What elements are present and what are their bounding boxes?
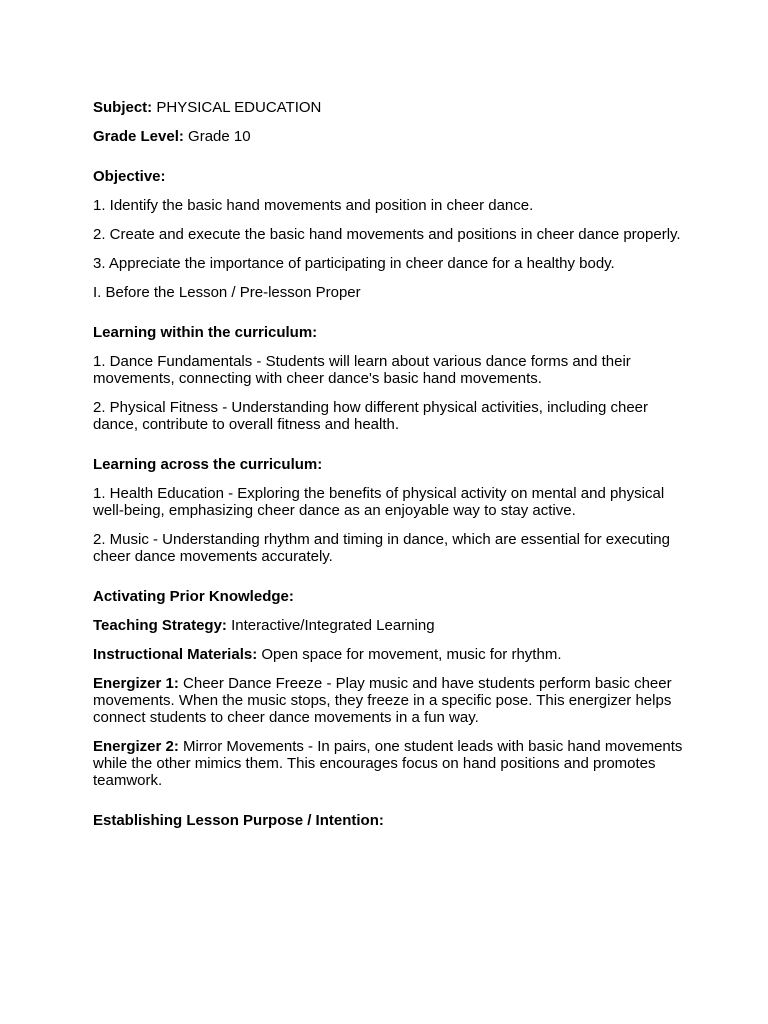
energizer-1-line [93,675,683,726]
objective-item-2: 2. Create and execute the basic hand movements and positions in cheer dance properly. [93,226,681,243]
document-page [93,99,683,841]
subject-value: PHYSICAL EDUCATION [152,99,322,116]
grade-value: Grade 10 [183,128,251,145]
objective-item-1: 1. Identify the basic hand movements and position in cheer dance. [93,197,534,214]
prior-knowledge-heading: Activating Prior Knowledge: [93,588,294,605]
within-item-1: 1. Dance Fundamentals - Students will learn about various dance forms and their movements, connecting with cheer dance's basic hand movements. [93,353,631,387]
grade-line [93,128,683,145]
energizer-2-line [93,738,683,789]
energizer-1-value: Cheer Dance Freeze - Play music and have students perform basic cheer movements. When the music stops, they freeze in a specific pose. This energizer helps connect students to cheer dance movements in a fun way. [93,675,672,726]
within-item-2: 2. Physical Fitness - Understanding how different physical activities, including cheer dance, contribute to overall fitness and health. [93,399,648,433]
energizer-1-label: Energizer 1: [93,675,179,692]
within-curriculum-heading: Learning within the curriculum: [93,324,318,341]
subject-line [93,99,683,116]
teaching-strategy-line [93,617,683,634]
energizer-2-label: Energizer 2: [93,738,179,755]
objective-heading: Objective: [93,168,166,185]
subject-label: Subject: [93,99,153,116]
teaching-strategy-label: Teaching Strategy: [93,617,227,634]
before-lesson-line: I. Before the Lesson / Pre-lesson Proper [93,284,361,301]
across-item-2: 2. Music - Understanding rhythm and timing in dance, which are essential for executing cheer dance movements accurately. [93,531,670,565]
across-curriculum-heading: Learning across the curriculum: [93,456,323,473]
energizer-2-value: Mirror Movements - In pairs, one student leads with basic hand movements while the other mimics them. This encourages focus on hand positions and promotes teamwork. [93,738,683,789]
materials-value: Open space for movement, music for rhythm. [257,646,562,663]
materials-label: Instructional Materials: [93,646,258,663]
grade-label: Grade Level: [93,128,184,145]
across-item-1: 1. Health Education - Exploring the benefits of physical activity on mental and physical well-being, emphasizing cheer dance as an enjoyable way to stay active. [93,485,665,519]
teaching-strategy-value: Interactive/Integrated Learning [226,617,435,634]
lesson-purpose-heading: Establishing Lesson Purpose / Intention: [93,812,384,829]
materials-line [93,646,683,663]
objective-item-3: 3. Appreciate the importance of participating in cheer dance for a healthy body. [93,255,615,272]
